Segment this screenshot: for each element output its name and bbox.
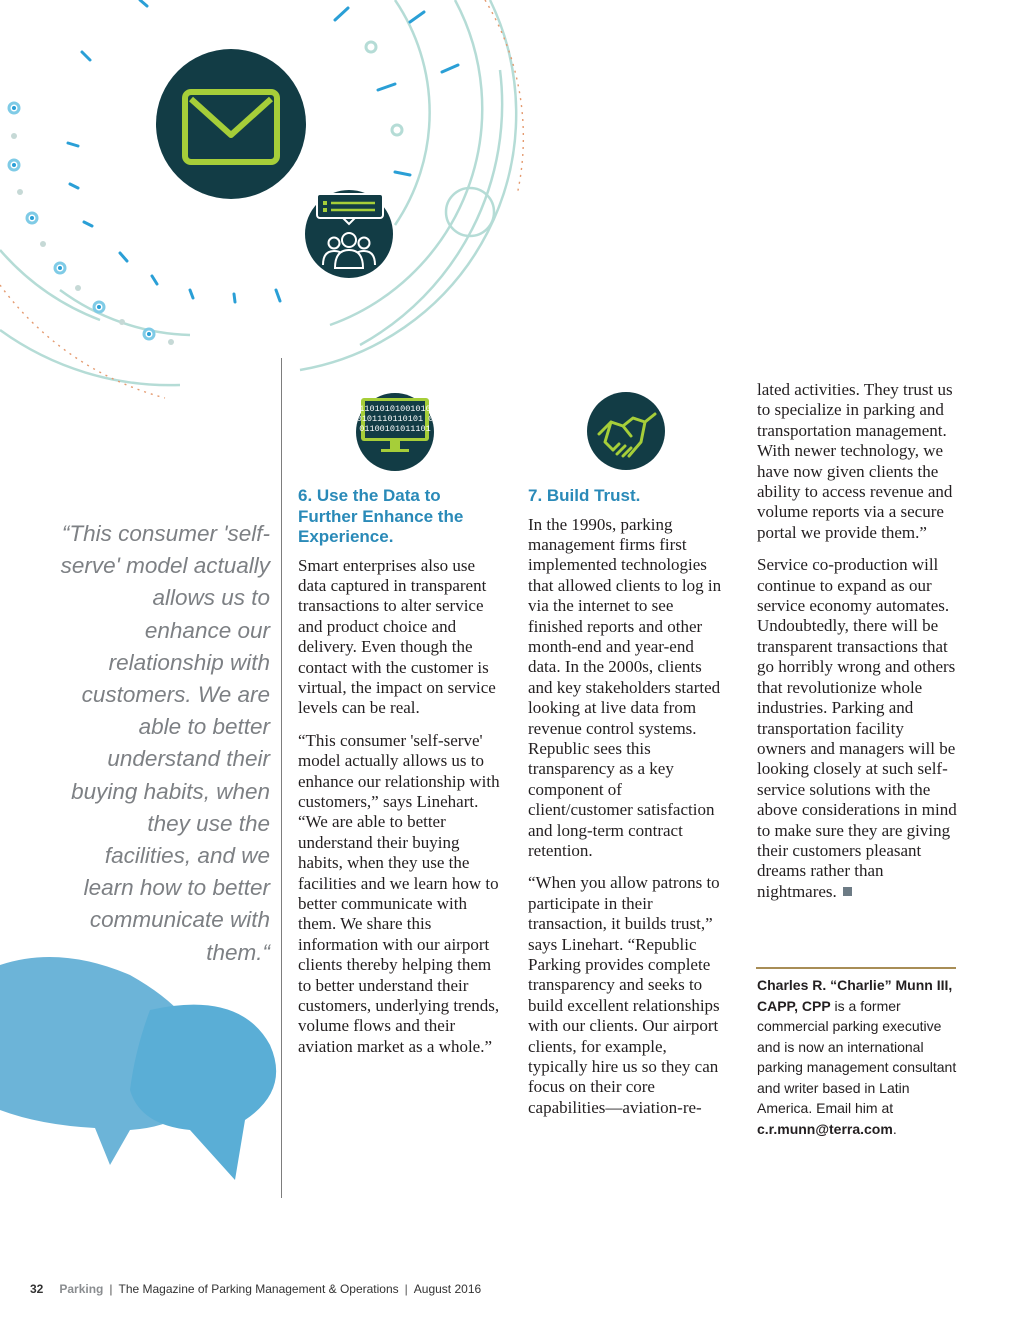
binary-line-2: 0101110110101 0 <box>356 414 434 424</box>
bio-rule <box>756 967 956 969</box>
magazine-subtitle: The Magazine of Parking Management & Operations <box>118 1282 399 1296</box>
section-6-paragraph-1: Smart enterprises also use data captured in transparent transactions to alter service and product choice and delivery. Even though the contact with the customer is virtual, the impact on service levels can be real. <box>298 555 496 718</box>
author-bio-text: is a former commercial parking executive and is now an international parking management consultant and writer based in Latin America. Email him at <box>757 997 957 1116</box>
section-6-paragraph-2: “This consumer 'self-serve' model actually allows us to enhance our relationship with customers,” says Linehart. “We are able to better understand their buying habits, when they use the facilities and we learn how to better communicate with them. We share this information with our airport clients thereby helping them to better understand their customers, underlying trends, volume flows and their aviation market as a whole.” <box>298 730 500 1056</box>
binary-monitor-icon <box>355 392 435 472</box>
section-7-paragraph-2: “When you allow patrons to participate in their transaction, it builds trust,” says Linehart. “Republic Parking provides complete transparency and seeks to build excellent relationships with our clients. Our airport clients, for example, typically hire us so they can focus on their core capabilities—aviation-re- <box>528 873 720 1117</box>
footer-separator-2: | <box>404 1282 408 1296</box>
author-name: Charles R. “Charlie” Munn III, CAPP, CPP <box>757 977 953 1014</box>
binary-line-1: 11010101001010 <box>359 404 431 414</box>
page-footer <box>30 1282 481 1296</box>
column-3-paragraph-1: lated activities. They trust us to specialize in parking and transportation management. With newer technology, we have now given clients the ability to access revenue and volume reports via a secure portal we provide them.” <box>757 380 953 542</box>
author-bio-end: . <box>892 1120 897 1137</box>
article-column-1 <box>298 486 500 1069</box>
column-divider <box>281 358 282 1198</box>
chat-group-icon <box>303 188 395 280</box>
envelope-icon <box>156 49 306 199</box>
article-column-3 <box>757 380 957 914</box>
binary-line-3: 01100101011101 <box>359 424 431 434</box>
article-column-2 <box>528 486 730 1130</box>
page-number: 32 <box>30 1282 44 1296</box>
end-mark-icon <box>843 887 852 896</box>
issue-date: August 2016 <box>413 1282 482 1296</box>
speech-bubbles-icon <box>0 950 285 1190</box>
section-7-heading: 7. Build Trust. <box>528 486 641 505</box>
magazine-name: Parking <box>59 1282 104 1296</box>
pull-quote: “This consumer 'self-serve' model actually allows us to enhance our relationship with customers. We are able to better understand their buying habits, when they use the facilities, and we learn how to better communicate with them.“ <box>60 521 270 965</box>
closing-paragraph-text: Service co-production will continue to expand as our service economy automates. Undoubtedly, there will be transparent transactions that go horribly wrong and others that revolutionize whole industries. Parking and transportation facility owners and managers will be looking closely at such self-service solutions with the above considerations in mind to make sure they are giving their customers pleasant dreams rather than nightmares. <box>757 555 957 901</box>
section-7-paragraph-1: In the 1990s, parking management firms first implemented technologies that allowed clients to log in via the internet to see finished reports and other month-end and year-end data. In the 2000s, clients and key stakeholders started looking at live data from revenue control systems. Republic sees this transparency as a key component of client/customer satisfaction and long-term contract retention. <box>528 514 722 860</box>
author-bio <box>757 975 957 1139</box>
footer-separator-1: | <box>109 1282 113 1296</box>
handshake-icon <box>587 392 665 470</box>
section-6-heading: 6. Use the Data to Further Enhance the Experience. <box>298 486 464 546</box>
column-3-paragraph-2 <box>757 555 957 902</box>
author-email[interactable]: c.r.munn@terra.com <box>757 1120 893 1137</box>
